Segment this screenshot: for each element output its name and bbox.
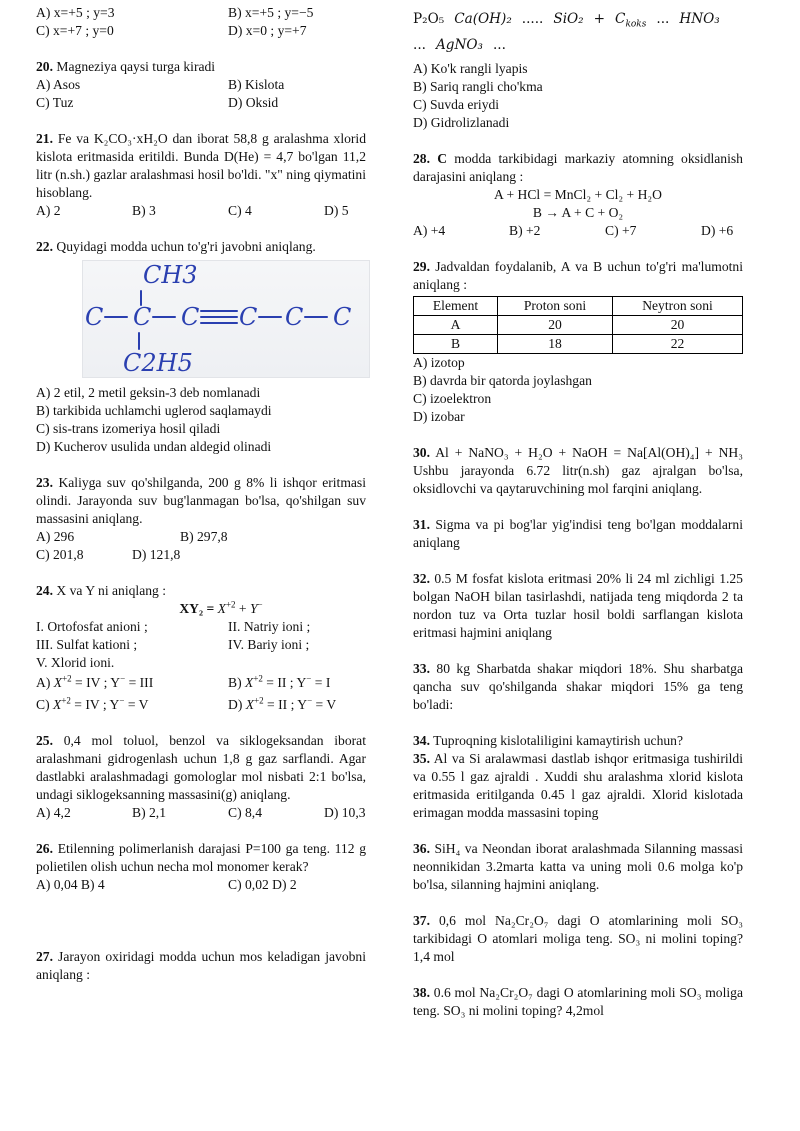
- question-text: 0,4 mol toluol, benzol va siklogeksandan iborat aralashmani gidrogenlash uchun 1,8 g gaz sarflandi. Agar dastlabki aralashmadagi gomologlar mol nisbati 2:1 bo'lsa, undagi siklogeksanning massasini(g) aniqlang.: [36, 733, 366, 802]
- list-item: V. Xlorid ioni.: [36, 655, 115, 670]
- option-c: C) x=+7 ; y=0: [36, 23, 114, 38]
- answer-row: [36, 202, 366, 220]
- question-number: 26.: [36, 841, 53, 856]
- option-a: A) 296: [36, 529, 75, 544]
- option-a: A) Ko'k rangli lyapis: [413, 61, 528, 76]
- answer-row: [413, 222, 743, 240]
- question-number: 24.: [36, 583, 53, 598]
- question-number: 34.: [413, 733, 430, 748]
- option-a: A) +4: [413, 223, 446, 238]
- question-number: 22.: [36, 239, 53, 254]
- formula-xy2: [76, 600, 366, 618]
- table-cell: 22: [612, 335, 742, 354]
- answer-row: [36, 528, 366, 546]
- question-24: [36, 582, 366, 600]
- option-a: A) izotop: [413, 355, 465, 370]
- chain-p2o5: P₂O₅: [413, 11, 445, 27]
- list-item: III. Sulfat kationi ;: [36, 637, 138, 652]
- question-20: [36, 58, 366, 76]
- question-text: 0,6 mol Na₂Cr₂O₇ dagi O atomlarining moli SO₃ tarkibidagi O atomlari moliga teng. SO₃ ni molini toping? 1,4 mol: [413, 913, 743, 964]
- question-22: [36, 238, 366, 256]
- option-c: C) $X^{+2}$ = IV ; Y− = V: [36, 695, 149, 712]
- option-d: D) $X^{+2}$ = II ; Y− = V: [228, 695, 337, 712]
- option-d: D) 121,8: [132, 547, 181, 562]
- question-number: 31.: [413, 517, 430, 532]
- question-text: Sigma va pi bog'lar yig'indisi teng bo'lgan moddalarni aniqlang: [413, 517, 743, 550]
- chain-hno3: HNO₃: [679, 11, 720, 27]
- chain-dots: ...: [492, 37, 506, 53]
- answer-row: [36, 76, 366, 94]
- question-text: Kaliyga suv qo'shilganda, 200 g 8% li ishqor eritmasi olindi. Jarayonda suv bug'lanmagan bo'lsa, qo'shilgan suv massasini aniqlang.: [36, 475, 366, 526]
- question-21: [36, 130, 366, 202]
- table-row: [414, 316, 743, 335]
- option-d: D) +6: [701, 223, 734, 238]
- question-text: SiH₄ va Neondan iborat aralashmada Silanning massasi neonnikidan 3.2marta katta va uning moli 0.6 molga ko'p bo'lsa, silanning hajmini aniqlang.: [413, 841, 743, 892]
- right-column: [413, 4, 743, 1020]
- option-b: B) Kislota: [228, 77, 285, 92]
- spacer: [36, 822, 366, 840]
- option-b: B) Sariq rangli cho'kma: [413, 79, 543, 94]
- table-header: Element: [414, 297, 498, 316]
- spacer: [413, 714, 743, 732]
- option-b: B) x=+5 ; y=−5: [228, 5, 314, 20]
- table-cell: B: [414, 335, 498, 354]
- question-27: [36, 948, 366, 984]
- table-row: [414, 335, 743, 354]
- question-number: 23.: [36, 475, 53, 490]
- question-letter: C: [437, 151, 448, 166]
- question-text: 0.6 mol Na₂Cr₂O₇ dagi O atomlarining moli SO₃ moliga teng. SO₃ ni molini toping? 4,2mol: [413, 985, 743, 1018]
- spacer: [413, 894, 743, 912]
- spacer: [36, 894, 366, 948]
- hand-atom-5: C: [285, 303, 304, 331]
- question-34: [413, 732, 743, 750]
- option-d: D) x=0 ; y=+7: [228, 23, 307, 38]
- question-text: modda tarkibidagi markaziy atomning oksidlanish darajasini aniqlang :: [413, 151, 743, 184]
- chain-agno3: AgNO₃: [435, 37, 483, 53]
- option-ab: A) 0,04 B) 4: [36, 877, 105, 892]
- table-header: Proton soni: [498, 297, 613, 316]
- question-text: 0.5 M fosfat kislota eritmasi 20% li 24 ml zichligi 1.25 bolgan NaOH bilan tasirlashdi, natijada teng miqdorda 2 ta nordon tuz va Orta tuzlar hosil boldi sarflangan kislota eritmasi hajmini aniqlang: [413, 571, 743, 640]
- spacer: [413, 132, 743, 150]
- question-text: Fe va K₂CO₃·xH₂O dan iborat 58,8 g aralashma xlorid kislota eritmasida eritildi. Bunda D(He) = 4,7 bo'lgan 11,2 litr (n.sh.) gazlar aralashmasi hosil bo'ldi. "x" ning qiymatini hisoblang.: [36, 131, 366, 200]
- question-number: 30.: [413, 445, 430, 460]
- structure-drawing: [83, 261, 369, 377]
- chain-plus: +: [593, 11, 606, 27]
- formula-plus: +: [235, 601, 250, 616]
- hand-atom-4: C: [239, 303, 258, 331]
- option-c: C) 8,4: [228, 805, 262, 820]
- option-d: D) izobar: [413, 409, 465, 424]
- answer-row: [36, 674, 366, 692]
- chain-sio2: SiO₂: [553, 11, 584, 27]
- question-37: [413, 912, 743, 966]
- hand-atom-6: C: [333, 303, 352, 331]
- equation-1: A + HCl = MnCl₂ + Cl₂ + H₂O: [493, 187, 662, 202]
- question-text: 80 kg Sharbatda shakar miqdori 18%. Shu sharbatga qancha suv qo'shilganda shakar miqdori 15% ga teng bo'ladi:: [413, 661, 743, 712]
- question-number: 32.: [413, 571, 430, 586]
- element-table: [413, 296, 743, 354]
- spacer: [413, 552, 743, 570]
- option-b: B) 297,8: [180, 529, 228, 544]
- spacer: [413, 822, 743, 840]
- reaction-chain: [413, 10, 743, 28]
- option-d: D) 5: [324, 203, 349, 218]
- spacer: [36, 40, 366, 58]
- question-36: [413, 840, 743, 894]
- option-c: C) +7: [605, 223, 637, 238]
- option-c: C) Tuz: [36, 95, 74, 110]
- chain-dots: ...: [656, 11, 670, 27]
- question-text: Tuproqning kislotaliligini kamaytirish uchun?: [433, 733, 683, 748]
- prev-options-row-1: [36, 4, 366, 22]
- question-number: 37.: [413, 913, 430, 928]
- hand-atom-3: C: [181, 303, 200, 331]
- question-text: Magneziya qaysi turga kiradi: [56, 59, 216, 74]
- spacer: [36, 456, 366, 474]
- option-a: A) Asos: [36, 77, 81, 92]
- spacer: [413, 966, 743, 984]
- question-32: [413, 570, 743, 642]
- question-35: [413, 750, 743, 822]
- question-38: [413, 984, 743, 1020]
- answer-row: [36, 94, 366, 112]
- option-d: D) Oksid: [228, 95, 279, 110]
- answer-row: [36, 876, 366, 894]
- question-number: 36.: [413, 841, 430, 856]
- option-c: C) Suvda eriydi: [413, 97, 500, 112]
- question-text: Jadvaldan foydalanib, A va B uchun to'g'ri ma'lumotni aniqlang :: [413, 259, 743, 292]
- question-33: [413, 660, 743, 714]
- hand-bottom-group: C2H5: [123, 349, 193, 377]
- spacer: [36, 220, 366, 238]
- formula-left: XY₂ =: [179, 601, 218, 616]
- table-cell: 20: [498, 316, 613, 335]
- option-c: C) 4: [228, 203, 252, 218]
- question-25: [36, 732, 366, 804]
- chain-dots: ...: [413, 37, 426, 53]
- question-text: Etilenning polimerlanish darajasi P=100 ga teng. 112 g polietilen olish uchun necha mol monomer kerak?: [36, 841, 367, 874]
- option-a: A) $X^{+2}$ = IV ; Y− = III: [36, 673, 154, 690]
- table-cell: 18: [498, 335, 613, 354]
- list-item: I. Ortofosfat anioni ;: [36, 619, 148, 634]
- question-text: Al + NaNO₃ + H₂O + NaOH = Na[Al(OH)₄] + NH₃ Ushbu jarayonda 6.72 litr(n.sh) gaz ajralgan bo'lsa, oksidlovchi va qaytaruvchining mol farqini aniqlang.: [413, 445, 743, 496]
- option-b: B) 3: [132, 203, 156, 218]
- table-cell: 20: [612, 316, 742, 335]
- question-30: [413, 444, 743, 498]
- list-item: IV. Bariy ioni ;: [228, 637, 310, 652]
- option-d: D) 10,3: [324, 805, 366, 820]
- option-cd: C) 0,02 D) 2: [228, 877, 297, 892]
- question-number: 21.: [36, 131, 53, 146]
- question-number: 35.: [413, 751, 430, 766]
- answer-row: [36, 546, 366, 564]
- chain-c: $C_{koks}$: [615, 11, 647, 30]
- question-text: X va Y ni aniqlang :: [56, 583, 167, 598]
- question-31: [413, 516, 743, 552]
- prev-options-row-2: [36, 22, 366, 40]
- option-b: B) davrda bir qatorda joylashgan: [413, 373, 592, 388]
- question-text: Al va Si aralawmasi dastlab ishqor eritmasiga tushirildi va 0.55 l gaz ajraldi . Xuddi shu aralashma xlorid kislota eritmasida eritilganda 0.45 l gaz ajraldi. Xlorid kislotada erimagan modda massasini toping: [413, 751, 743, 820]
- spacer: [36, 112, 366, 130]
- option-b: B) 2,1: [132, 805, 166, 820]
- question-26: [36, 840, 366, 876]
- list-row: [36, 618, 366, 636]
- question-number: 28.: [413, 151, 430, 166]
- left-column: [36, 4, 366, 984]
- question-text: Jarayon oxiridagi modda uchun mos keladigan javobni aniqlang :: [36, 949, 366, 982]
- option-a: A) 2 etil, 2 metil geksin-3 deb nomlanadi: [36, 385, 261, 400]
- question-number: 29.: [413, 259, 430, 274]
- formula-x-charge: +2: [225, 599, 236, 610]
- option-d: D) Gidrolizlanadi: [413, 115, 510, 130]
- handwritten-structure: [82, 260, 370, 378]
- table-header: Neytron soni: [612, 297, 742, 316]
- question-28: [413, 150, 743, 186]
- hand-atom-2: C: [133, 303, 152, 331]
- table-header-row: [414, 297, 743, 316]
- chain-caoh2: Ca(OH)₂: [454, 11, 512, 27]
- question-text: Quyidagi modda uchun to'g'ri javobni aniqlang.: [56, 239, 316, 254]
- question-29: [413, 258, 743, 294]
- question-number: 33.: [413, 661, 430, 676]
- spacer: [36, 714, 366, 732]
- hand-top-group: CH3: [143, 261, 198, 289]
- option-b: B) +2: [509, 223, 541, 238]
- spacer: [413, 642, 743, 660]
- list-row: [36, 636, 366, 654]
- list-item: II. Natriy ioni ;: [228, 619, 311, 634]
- answer-row: [36, 804, 366, 822]
- hand-atom-1: C: [85, 303, 104, 331]
- option-c: C) sis-trans izomeriya hosil qiladi: [36, 421, 221, 436]
- spacer: [36, 564, 366, 582]
- question-number: 20.: [36, 59, 53, 74]
- formula-y-charge: −: [257, 599, 263, 610]
- question-23: [36, 474, 366, 528]
- question-number: 25.: [36, 733, 53, 748]
- option-a: A) 2: [36, 203, 61, 218]
- table-cell: A: [414, 316, 498, 335]
- option-d: D) Kucherov usulida undan aldegid olinadi: [36, 439, 272, 454]
- spacer: [413, 498, 743, 516]
- option-b: B) tarkibida uchlamchi uglerod saqlamaydi: [36, 403, 272, 418]
- spacer: [413, 426, 743, 444]
- equation-2: B → A + C + O₂: [532, 205, 624, 220]
- formula-y: Y: [249, 601, 258, 616]
- spacer: [413, 240, 743, 258]
- formula-x: X: [217, 601, 226, 616]
- option-c: C) izoelektron: [413, 391, 492, 406]
- option-a: A) 4,2: [36, 805, 71, 820]
- option-b: B) $X^{+2}$ = II ; Y− = I: [228, 673, 331, 690]
- option-c: C) 201,8: [36, 547, 84, 562]
- question-number: 38.: [413, 985, 430, 1000]
- reaction-chain-2: [413, 36, 743, 54]
- answer-row: [36, 696, 366, 714]
- question-number: 27.: [36, 949, 53, 964]
- option-a: A) x=+5 ; y=3: [36, 5, 115, 20]
- chain-dots: .....: [521, 11, 544, 27]
